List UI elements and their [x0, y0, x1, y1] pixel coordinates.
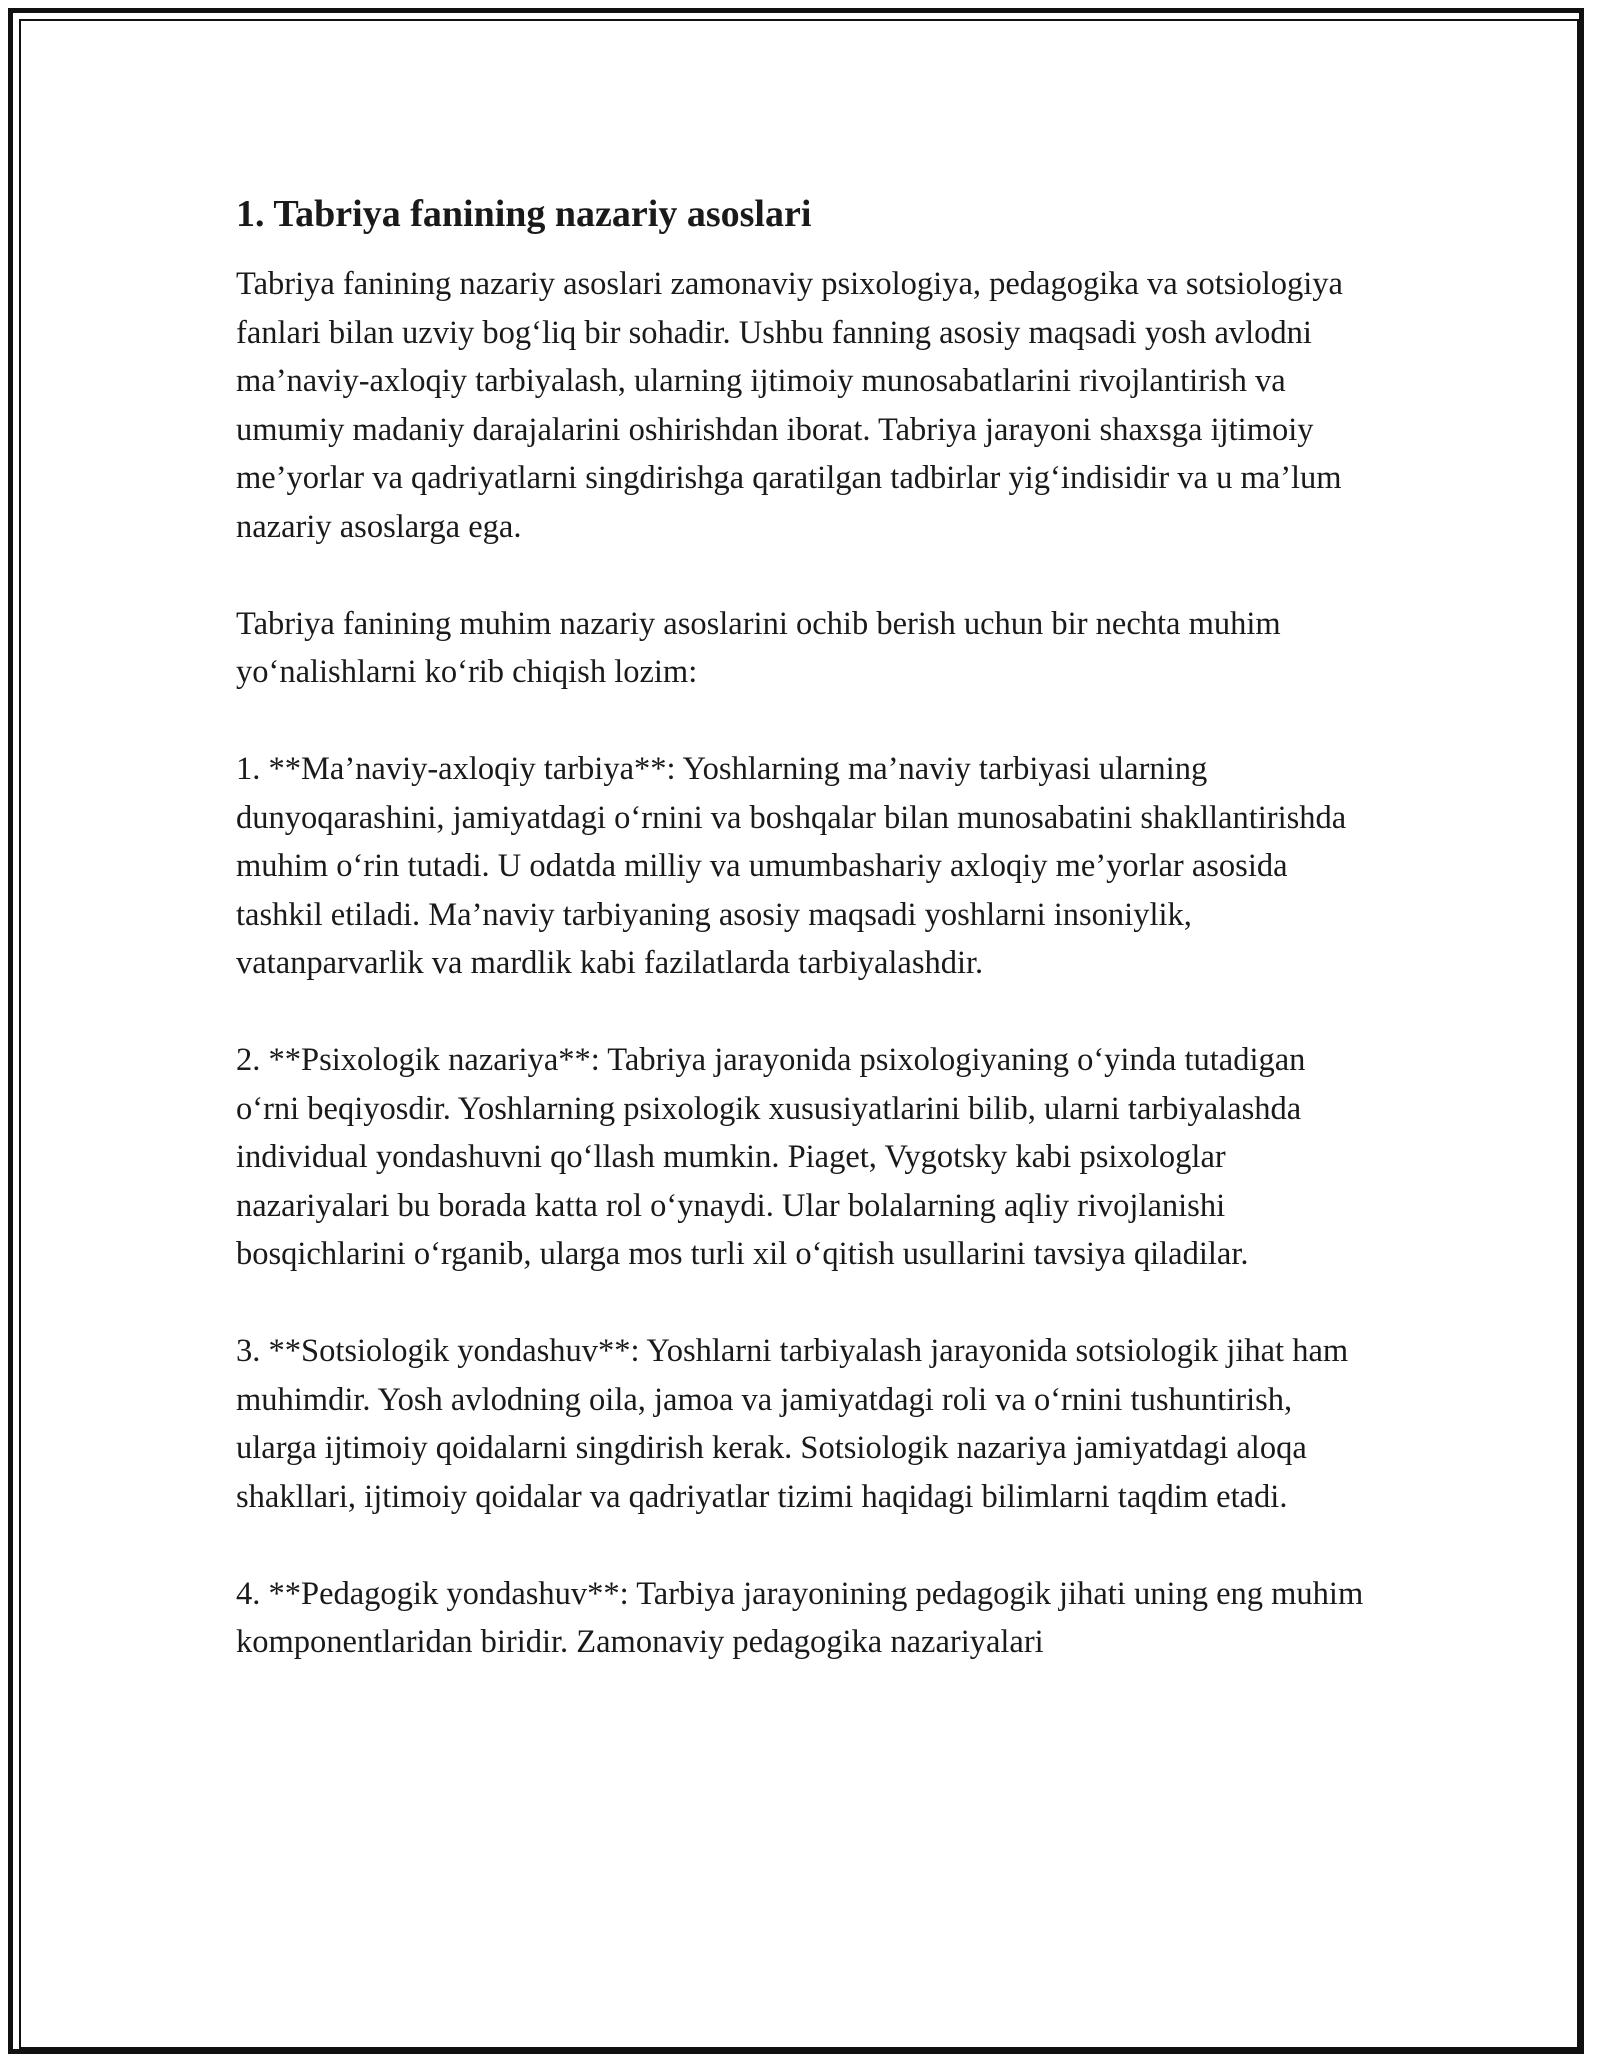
list-item-sociological-approach: 3. **Sotsiologik yondashuv**: Yoshlarni tarbiyalash jarayonida sotsiologik jihat ham muhimdir. Yosh avlodning oila, jamoa va jamiyatdagi roli va o‘rnini tushuntirish, ularga ijtimoiy qoidalarni singdirish kerak. Sotsiologik nazariya jamiyatdagi aloqa shakllari, ijtimoiy qoidalar va qadriyatlar tizimi haqidagi bilimlarni taqdim etadi. [236, 1333, 1349, 1515]
list-item-moral-education: 1. **Ma’naviy-axloqiy tarbiya**: Yoshlarning ma’naviy tarbiyasi ularning dunyoqarashini, jamiyatdagi o‘rnini va boshqalar bilan munosabatini shakllantirishda muhim o‘rin tutadi. U odatda milliy va umumbashariy axloqiy me’yorlar asosida tashkil etiladi. Ma’naviy tarbiyaning asosiy maqsadi yoshlarni insoniylik, vatanparvarlik va mardlik kabi fazilatlarda tarbiyalashdir. [236, 751, 1347, 981]
section-heading: 1. Tabriya fanining nazariy asoslari [236, 193, 812, 235]
document-body [236, 190, 1366, 1715]
list-item-pedagogical-approach: 4. **Pedagogik yondashuv**: Tarbiya jarayonining pedagogik jihati uning eng muhim komponentlaridan biridir. Zamonaviy pedagogika nazariyalari [236, 1575, 1364, 1660]
directions-intro-paragraph: Tabriya fanining muhim nazariy asoslarini ochib berish uchun bir nechta muhim yo‘nalishlarni ko‘rib chiqish lozim: [236, 605, 1281, 690]
intro-paragraph: Tabriya fanining nazariy asoslari zamonaviy psixologiya, pedagogika va sotsiologiya fanlari bilan uzviy bog‘liq bir sohadir. Ushbu fanning asosiy maqsadi yosh avlodni ma’naviy-axloqiy tarbiyalash, ularning ijtimoiy munosabatlarini rivojlantirish va umumiy madaniy darajalarini oshirishdan iborat. Tabriya jarayoni shaxsga ijtimoiy me’yorlar va qadriyatlarni singdirishga qaratilgan tadbirlar yig‘indisidir va u ma’lum nazariy asoslarga ega. [236, 266, 1343, 545]
list-item-psychological-theory: 2. **Psixologik nazariya**: Tabriya jarayonida psixologiyaning o‘yinda tutadigan o‘rni beqiyosdir. Yoshlarning psixologik xususiyatlarini bilib, ularni tarbiyalashda individual yondashuvni qo‘llash mumkin. Piaget, Vygotsky kabi psixologlar nazariyalari bu borada katta rol o‘ynaydi. Ular bolalarning aqliy rivojlanishi bosqichlarini o‘rganib, ularga mos turli xil o‘qitish usullarini tavsiya qiladilar. [236, 1042, 1306, 1272]
